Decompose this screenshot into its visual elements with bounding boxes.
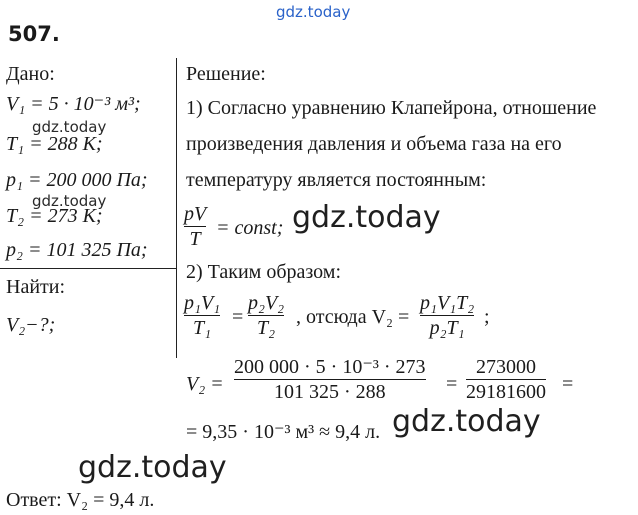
eq2-result-bar [420, 315, 474, 316]
eq2-right-numerator: p₂V₂ [248, 292, 285, 314]
eq1-numerator: pV [184, 203, 207, 225]
watermark-small-1: gdz.today [32, 118, 107, 136]
given-t2: T₂ = 273 К; [6, 205, 103, 227]
find-title: Найти: [6, 276, 66, 298]
eq2-left-fraction [184, 292, 220, 339]
watermark-big-1: gdz.today [292, 200, 441, 235]
eq3-fraction-2 [466, 356, 546, 403]
watermark-top: gdz.today [276, 3, 351, 21]
eq3-equals-2: = [562, 373, 574, 395]
eq3-numerator-2: 273000 [476, 356, 536, 378]
eq3-denominator: 101 325 · 288 [273, 381, 386, 403]
eq3-numerator: 200 000 · 5 · 10⁻³ · 273 [234, 356, 426, 378]
find-v2: V₂−?; [6, 314, 56, 336]
eq2-end: ; [484, 306, 490, 328]
eq2-right-denominator: T₂ [257, 317, 276, 339]
solution-title: Решение: [186, 63, 266, 85]
problem-number: 507. [8, 22, 60, 46]
eq1-denominator: T [189, 228, 201, 250]
divider-vertical [176, 58, 177, 358]
eq3-lhs: V₂ = [186, 373, 224, 395]
eq2-left-bar [184, 315, 220, 316]
watermark-small-2: gdz.today [32, 192, 107, 210]
answer: Ответ: V₂ = 9,4 л. [6, 489, 155, 511]
eq2-left-denominator: T₁ [193, 317, 212, 339]
eq2-equals: = [232, 306, 244, 328]
eq2-right-bar [248, 315, 284, 316]
eq2-middle: , отсюда V₂ = [296, 306, 410, 328]
eq4-result: = 9,35 · 10⁻³ м³ ≈ 9,4 л. [186, 421, 381, 443]
eq2-result-fraction [420, 292, 474, 339]
eq2-result-denominator: p₂T₁ [429, 317, 465, 339]
step1-line3: температуру является постоянным: [186, 169, 487, 191]
given-v1: V₁ = 5 · 10⁻³ м³; [6, 93, 141, 115]
eq3-equals: = [446, 373, 458, 395]
given-p2: p₂ = 101 325 Па; [6, 239, 148, 261]
step2: 2) Таким образом: [186, 261, 341, 283]
eq2-right-fraction [248, 292, 284, 339]
given-p1: p₁ = 200 000 Па; [6, 169, 148, 191]
given-t1: T₁ = 288 К; [6, 133, 103, 155]
given-title: Дано: [6, 63, 55, 85]
eq3-denominator-2: 29181600 [466, 381, 546, 403]
step1-line1: 1) Согласно уравнению Клапейрона, отношение [186, 97, 597, 119]
eq1-fraction [184, 203, 206, 250]
eq2-left-numerator: p₁V₁ [184, 292, 221, 314]
eq2-result-numerator: p₁V₁T₂ [420, 292, 475, 314]
divider-horizontal [0, 268, 177, 269]
eq3-bar [234, 379, 426, 380]
eq3-fraction [234, 356, 426, 403]
eq1-rest: = const; [216, 217, 284, 239]
eq3-bar-2 [466, 379, 546, 380]
watermark-big-3: gdz.today [78, 450, 227, 485]
watermark-big-2: gdz.today [392, 404, 541, 439]
step1-line2: произведения давления и объема газа на его [186, 133, 562, 155]
eq1-bar [184, 226, 206, 227]
